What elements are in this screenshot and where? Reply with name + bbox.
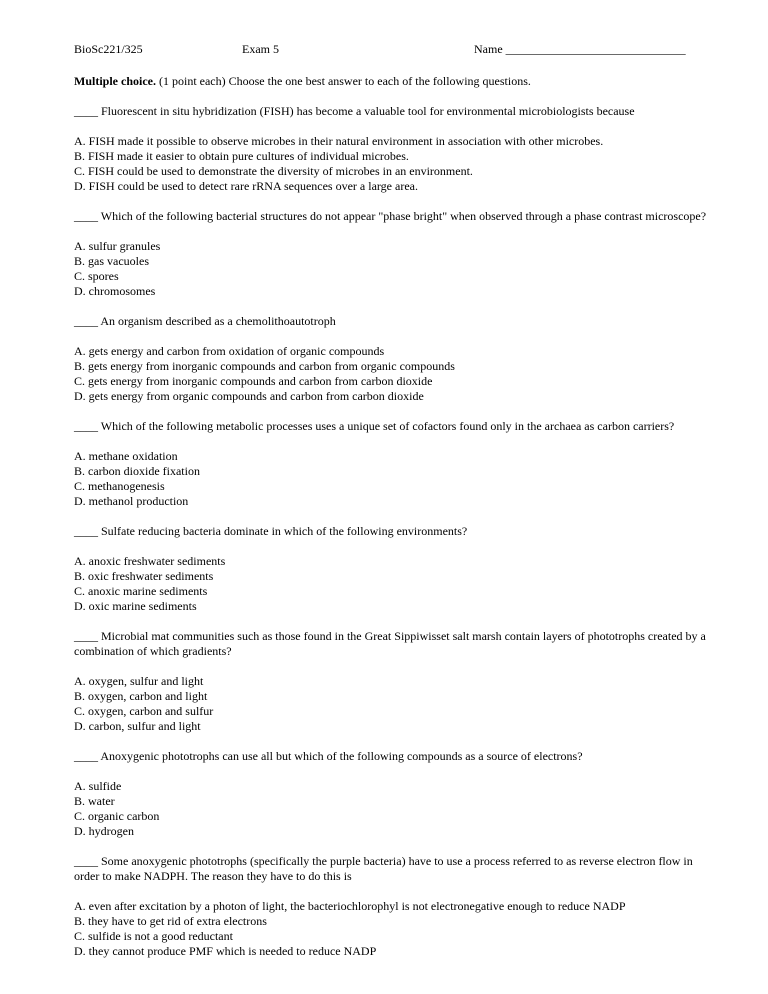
answer-option-c: C. gets energy from inorganic compounds and carbon from carbon dioxide (74, 374, 433, 388)
answer-option-d: D. oxic marine sediments (74, 599, 197, 613)
answer-option-a: A. oxygen, sulfur and light (74, 674, 204, 688)
question-4 (74, 419, 714, 509)
question-5 (74, 524, 714, 614)
answer-options (74, 449, 714, 509)
answer-option-c: C. anoxic marine sediments (74, 584, 208, 598)
answer-option-b: B. carbon dioxide fixation (74, 464, 200, 478)
exam-title: Exam 5 (242, 42, 279, 56)
name-field: Name ______________________________ (474, 42, 686, 56)
answer-option-b: B. they have to get rid of extra electrons (74, 914, 267, 928)
answer-option-a: A. sulfur granules (74, 239, 161, 253)
answer-option-c: C. oxygen, carbon and sulfur (74, 704, 214, 718)
answer-option-a: A. gets energy and carbon from oxidation of organic compounds (74, 344, 385, 358)
answer-option-c: C. sulfide is not a good reductant (74, 929, 233, 943)
answer-option-a: A. anoxic freshwater sediments (74, 554, 226, 568)
instructions-heading: Multiple choice. (74, 74, 156, 88)
answer-option-d: D. they cannot produce PMF which is needed to reduce NADP (74, 944, 377, 958)
question-3 (74, 314, 714, 404)
question-1 (74, 104, 714, 194)
question-stem: ____ Sulfate reducing bacteria dominate in which of the following environments? (74, 524, 468, 538)
answer-options (74, 239, 714, 299)
answer-option-d: D. gets energy from organic compounds and carbon from carbon dioxide (74, 389, 424, 403)
question-stem: ____ Which of the following bacterial structures do not appear "phase bright" when observed through a phase contrast microscope? (74, 209, 707, 223)
answer-option-b: B. oxygen, carbon and light (74, 689, 208, 703)
answer-option-a: A. methane oxidation (74, 449, 178, 463)
question-2 (74, 209, 714, 299)
instructions-text: (1 point each) Choose the one best answer to each of the following questions. (155, 74, 531, 88)
answer-option-b: B. FISH made it easier to obtain pure cultures of individual microbes. (74, 149, 409, 163)
answer-option-d: D. chromosomes (74, 284, 156, 298)
answer-option-d: D. methanol production (74, 494, 189, 508)
course-code: BioSc221/325 (74, 42, 143, 56)
answer-options (74, 134, 714, 194)
instructions (74, 74, 714, 89)
answer-option-c: C. methanogenesis (74, 479, 165, 493)
answer-option-a: A. sulfide (74, 779, 122, 793)
question-7 (74, 749, 714, 839)
answer-option-d: D. hydrogen (74, 824, 134, 838)
answer-option-b: B. water (74, 794, 115, 808)
question-6 (74, 629, 714, 734)
answer-option-d: D. FISH could be used to detect rare rRNA sequences over a large area. (74, 179, 418, 193)
question-stem: ____ Fluorescent in situ hybridization (FISH) has become a valuable tool for environmental microbiologists because (74, 104, 635, 118)
answer-options (74, 899, 714, 959)
answer-option-b: B. oxic freshwater sediments (74, 569, 214, 583)
question-8 (74, 854, 714, 959)
question-stem: ____ Which of the following metabolic processes uses a unique set of cofactors found only in the archaea as carbon carriers? (74, 419, 675, 433)
answer-options (74, 554, 714, 614)
answer-option-c: C. organic carbon (74, 809, 160, 823)
answer-option-a: A. FISH made it possible to observe microbes in their natural environment in association with other microbes. (74, 134, 604, 148)
answer-options (74, 344, 714, 404)
answer-option-c: C. spores (74, 269, 119, 283)
question-stem: ____ An organism described as a chemolithoautotroph (74, 314, 336, 328)
answer-options (74, 674, 714, 734)
exam-page (74, 42, 714, 959)
question-list (74, 104, 714, 959)
answer-option-b: B. gas vacuoles (74, 254, 149, 268)
answer-option-b: B. gets energy from inorganic compounds and carbon from organic compounds (74, 359, 455, 373)
question-stem: ____ Microbial mat communities such as those found in the Great Sippiwisset salt marsh contain layers of phototrophs created by a combination of which gradients? (74, 629, 706, 658)
question-stem: ____ Some anoxygenic phototrophs (specifically the purple bacteria) have to use a process referred to as reverse electron flow in order to make NADPH. The reason they have to do this is (74, 854, 693, 883)
question-stem: ____ Anoxygenic phototrophs can use all but which of the following compounds as a source of electrons? (74, 749, 583, 763)
answer-option-a: A. even after excitation by a photon of light, the bacteriochlorophyl is not electronegative enough to reduce NADP (74, 899, 626, 913)
answer-options (74, 779, 714, 839)
answer-option-c: C. FISH could be used to demonstrate the diversity of microbes in an environment. (74, 164, 473, 178)
answer-option-d: D. carbon, sulfur and light (74, 719, 201, 733)
page-header (74, 42, 714, 58)
